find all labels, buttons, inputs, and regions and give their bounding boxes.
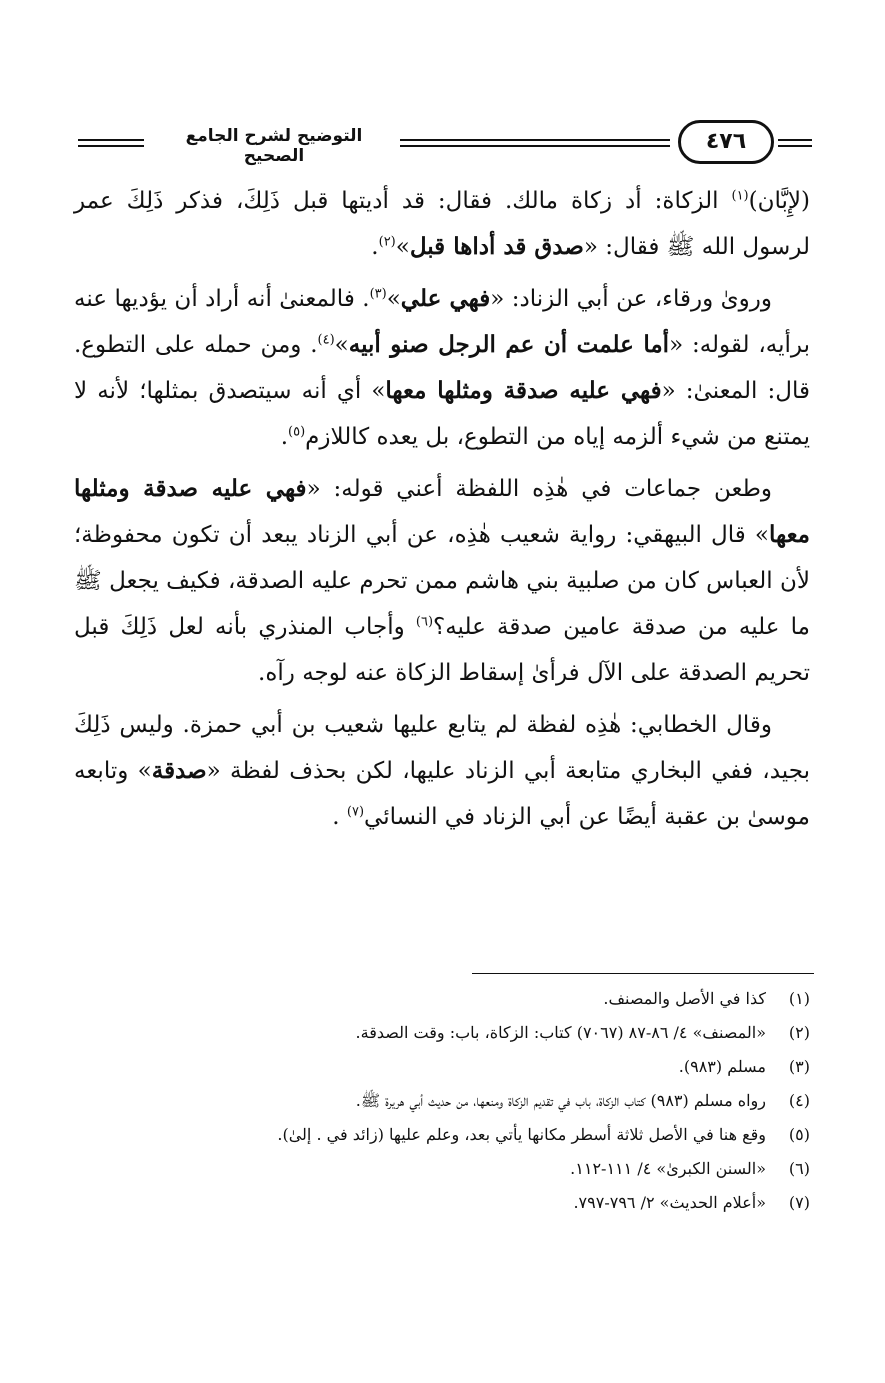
text-run: ورویٰ ورقاء، عن أبي الزناد: « — [490, 286, 772, 312]
footnote-number: (٣) — [788, 1057, 810, 1076]
text-run: (لإِبَّان) — [748, 188, 810, 214]
running-title: التوضيح لشرح الجامع الصحيح — [185, 126, 363, 166]
footnote-text: مسلم (٩٨٣). — [678, 1057, 766, 1076]
text-run: وأجاب المنذري بأنه لعل ذَلِكَ قبل تحريم الصدقة على الآل فرأىٰ إسقاط الزكاة عنه لوجه رآه. — [74, 614, 810, 686]
footnote-ref: (٥) — [288, 424, 306, 440]
text-run: . ومن حمله على التطوع. قال: المعنىٰ: « — [74, 332, 811, 404]
text-run: . — [371, 234, 379, 260]
text-run: الزكاة: أد زكاة مالك. فقال: قد أديتها قبل ذَلِكَ، فذكر ذَلِكَ عمر لرسول الله ﷺ فقال: « — [74, 188, 810, 260]
footnote-text: «السنن الكبرىٰ» ٤/ ١١١-١١٢. — [570, 1159, 766, 1178]
footnote — [74, 1120, 810, 1150]
header-double-rule — [778, 139, 812, 147]
text-run: . فالمعنىٰ أنه أراد أن يؤديها عنه برأيه، لقوله: « — [74, 286, 810, 358]
bold-quote: فهي عليه صدقة ومثلها معها — [385, 377, 662, 404]
bold-quote: فهي علي — [400, 285, 491, 312]
footnote-text: رواه مسلم (٩٨٣) كتاب الزكاة، باب في تقديم الزكاة ومنعها، من حديث أبي هريرة ﷺ. — [355, 1091, 766, 1110]
paragraph — [74, 178, 810, 270]
text-run: . — [280, 424, 289, 450]
text-run: » — [334, 332, 349, 358]
text-run: وطعن جماعات في هٰذِه اللفظة أعني قوله: « — [306, 476, 773, 502]
footnote — [74, 1154, 810, 1184]
text-run: وقال الخطابي: هٰذِه لفظة لم يتابع عليها شعيب بن أبي حمزة. وليس ذَلِكَ بجيد، ففي البخاري متابعة أبي الزناد عليها، لكن بحذف لفظة « — [74, 712, 810, 784]
footnote — [74, 1018, 810, 1048]
footnote-number: (٧) — [788, 1193, 810, 1212]
page-header — [78, 118, 812, 168]
footnote — [74, 984, 810, 1014]
text-run: . — [332, 804, 347, 830]
footnote — [74, 1188, 810, 1218]
text-run: » قال البيهقي: رواية شعيب هٰذِه، عن أبي الزناد يبعد أن تكون محفوظة؛ لأن العباس كان من صلبية بني هاشم ممن تحرم عليه الصدقة، فكيف يجعل ﷺ ما عليه من صدقة عامين صدقة عليه؟ — [74, 522, 810, 640]
footnote-ref: (٧) — [346, 804, 365, 820]
header-double-rule — [78, 139, 144, 147]
text-run: » — [386, 286, 401, 312]
footnote — [74, 1052, 810, 1082]
footnote-text: كذا في الأصل والمصنف. — [603, 989, 766, 1008]
footnote-ref: (١) — [731, 188, 749, 204]
footnote-number: (١) — [788, 989, 810, 1008]
footnote-text: «أعلام الحديث» ٢/ ٧٩٦-٧٩٧. — [573, 1193, 766, 1212]
footnote-ref: (٢) — [378, 234, 396, 250]
bold-quote: فهي عليه صدقة ومثلها معها — [74, 475, 810, 548]
paragraph — [74, 466, 810, 696]
text-run: » وتابعه موسىٰ بن عقبة أيضًا عن أبي الزناد في النسائي — [74, 758, 810, 830]
page-number: ٤٧٦ — [678, 120, 774, 164]
footnote-number: (٤) — [788, 1091, 810, 1110]
footnote-ref: (٦) — [415, 614, 434, 630]
footnotes — [74, 984, 810, 1222]
text-run: » — [395, 234, 410, 260]
footnote-number: (٢) — [788, 1023, 810, 1042]
paragraph — [74, 702, 810, 840]
paragraph — [74, 276, 810, 460]
footnote — [74, 1086, 810, 1116]
main-text — [74, 178, 810, 846]
footnote-number: (٦) — [788, 1159, 810, 1178]
bold-quote: صدق قد أداها قبل — [409, 233, 584, 260]
footnote-text: وقع هنا في الأصل ثلاثة أسطر مكانها يأتي بعد، وعلم عليها (زائد في . إلىٰ). — [277, 1125, 766, 1144]
footnote-text: «المصنف» ٤/ ٨٦-٨٧ (٧٠٦٧) كتاب: الزكاة، باب: وقت الصدقة. — [355, 1023, 766, 1042]
footnote-divider — [472, 973, 814, 974]
footnote-ref: (٤) — [317, 332, 335, 348]
bold-quote: أما علمت أن عم الرجل صنو أبيه — [348, 331, 670, 358]
bold-quote: صدقة — [151, 757, 207, 784]
footnote-ref: (٣) — [369, 286, 387, 302]
text-run: » أي أنه سيتصدق بمثلها؛ لأنه لا يمتنع من شيء ألزمه إياه من التطوع، بل يعده كاللازم — [74, 378, 810, 450]
footnote-number: (٥) — [788, 1125, 810, 1144]
header-double-rule — [400, 139, 670, 147]
